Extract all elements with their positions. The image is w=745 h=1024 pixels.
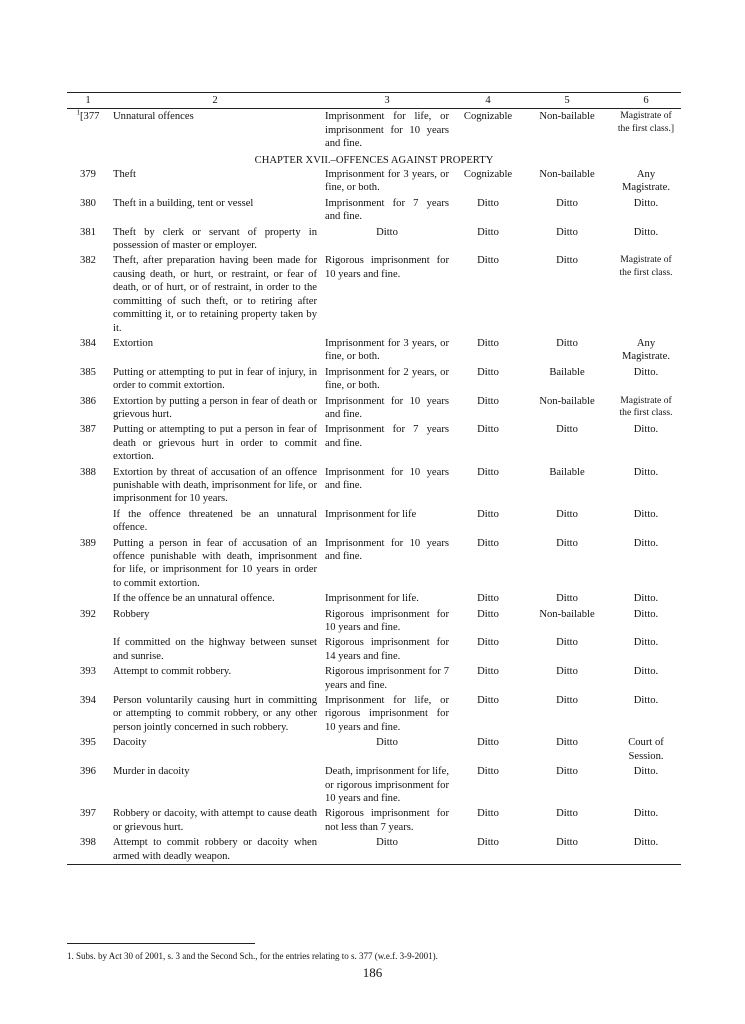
court-cell: Any Magistrate. — [622, 337, 670, 363]
cognizable-cell: Cognizable — [463, 111, 513, 123]
table-row — [67, 835, 681, 864]
punishment-cell: Death, imprisonment for life, or rigorous imprisonment for 10 years and fine. — [325, 766, 449, 804]
bailable-cell: Non-bailable — [539, 608, 595, 620]
court-cell: Ditto. — [633, 226, 659, 238]
punishment-cell: Imprisonment for 2 years, or fine, or both. — [325, 366, 449, 392]
cognizable-cell: Ditto — [477, 366, 499, 378]
punishment-cell: Rigorous imprisonment for 14 years and fine. — [325, 637, 449, 662]
court-cell: Magistrate of the first class. — [619, 394, 673, 419]
bailable-cell: Bailable — [549, 466, 585, 478]
bailable-cell: Ditto — [556, 808, 578, 820]
table-row — [67, 336, 681, 365]
punishment-cell: Rigorous imprisonment for 10 years and fine. — [325, 255, 449, 280]
punishment-cell: Rigorous imprisonment for not less than 7 years. — [325, 808, 449, 833]
offence-cell: Theft — [113, 169, 136, 181]
section-number: 379 — [80, 169, 96, 181]
punishment-cell: Imprisonment for 3 years, or fine, or both. — [325, 337, 449, 363]
table-row — [67, 591, 681, 606]
offence-cell: Dacoity — [113, 737, 147, 749]
schedule-page — [67, 92, 681, 865]
column-header-3: 3 — [321, 93, 453, 109]
section-number: 387 — [80, 424, 96, 436]
punishment-cell: Imprisonment for 3 years, or fine, or both. — [325, 169, 449, 194]
bailable-cell: Ditto — [556, 197, 578, 209]
cognizable-cell: Ditto — [477, 197, 499, 209]
bailable-cell: Non-bailable — [539, 169, 595, 181]
punishment-cell: Rigorous imprisonment for 7 years and fine. — [325, 666, 449, 691]
footnote: 1. Subs. by Act 30 of 2001, s. 3 and the Second Sch., for the entries relating to s. 377 (w.e.f. 3-9-2001). — [67, 951, 438, 961]
bailable-cell: Ditto — [556, 226, 578, 238]
cognizable-cell: Ditto — [477, 537, 499, 549]
cognizable-cell: Ditto — [477, 666, 499, 678]
section-number: 393 — [80, 666, 96, 678]
section-number: 395 — [80, 737, 96, 749]
court-cell: Ditto. — [633, 366, 659, 378]
table-row — [67, 253, 681, 335]
table-row — [67, 764, 681, 806]
offence-cell: Extortion by threat of accusation of an offence punishable with death, imprisonment for life, or imprisonment for 10 years. — [113, 466, 317, 505]
section-number: 380 — [80, 197, 96, 209]
offence-cell: If the offence threatened be an unnatural offence. — [113, 508, 317, 534]
section-number — [67, 635, 109, 664]
cognizable-cell: Ditto — [477, 226, 499, 238]
column-header-6: 6 — [611, 93, 681, 109]
table-row — [67, 735, 681, 764]
table-row — [67, 196, 681, 225]
bailable-cell: Ditto — [556, 666, 578, 678]
bailable-cell: Ditto — [556, 424, 578, 436]
section-number: 388 — [80, 466, 96, 478]
offences-table — [67, 92, 681, 865]
section-number: 392 — [80, 608, 96, 620]
offence-cell: Extortion by putting a person in fear of death or grievous hurt. — [113, 395, 317, 420]
table-row — [67, 607, 681, 636]
section-number: 394 — [80, 695, 96, 707]
offence-cell: Theft, after preparation having been made for causing death, or hurt, or restraint, or fear of death, or of hurt, or of restraint, in order to the committing of such theft, or to retiring after committing it, or to retaining property taken by it. — [113, 255, 317, 334]
cognizable-cell: Ditto — [477, 637, 499, 649]
section-number — [67, 109, 109, 152]
court-cell: Court of Session. — [628, 737, 664, 762]
section-number: 385 — [80, 366, 96, 378]
table-header — [67, 93, 681, 109]
bailable-cell: Ditto — [556, 637, 578, 649]
cognizable-cell: Ditto — [477, 695, 499, 707]
court-cell: Ditto. — [633, 695, 659, 707]
table-row — [67, 536, 681, 592]
court-cell: Magistrate of the first class.] — [617, 110, 675, 134]
offence-cell: Putting or attempting to put in fear of injury, in order to commit extortion. — [113, 366, 317, 392]
cognizable-cell: Ditto — [477, 593, 499, 605]
offence-cell: Murder in dacoity — [113, 766, 190, 778]
punishment-cell: Imprisonment for life, or imprisonment for 10 years and fine. — [325, 111, 449, 150]
chapter-heading-row — [67, 152, 681, 167]
table-row — [67, 365, 681, 394]
offence-cell: Robbery or dacoity, with attempt to cause death or grievous hurt. — [113, 808, 317, 833]
offence-cell: Robbery — [113, 608, 150, 620]
offence-cell: Attempt to commit robbery or dacoity when armed with deadly weapon. — [113, 837, 317, 862]
chapter-heading: CHAPTER XVII.–OFFENCES AGAINST PROPERTY — [254, 154, 494, 166]
column-header-5: 5 — [523, 93, 611, 109]
table-row — [67, 507, 681, 536]
court-cell: Ditto. — [633, 197, 659, 209]
punishment-cell: Ditto — [376, 226, 398, 238]
cognizable-cell: Ditto — [477, 837, 499, 849]
punishment-cell: Ditto — [376, 737, 398, 749]
bailable-cell: Ditto — [556, 337, 578, 349]
table-row — [67, 693, 681, 735]
offence-cell: Putting a person in fear of accusation of an offence punishable with death, imprisonment for life, or imprisonment for 10 years in order to commit extortion. — [113, 537, 317, 589]
offence-cell: Person voluntarily causing hurt in committing or attempting to commit robbery, or any other person jointly concerned in such robbery. — [113, 695, 317, 733]
section-number: 382 — [80, 255, 96, 267]
court-cell: Ditto. — [633, 537, 659, 549]
punishment-cell: Imprisonment for life, or rigorous imprisonment for 10 years and fine. — [325, 695, 449, 733]
section-number — [67, 507, 109, 536]
offence-cell: If committed on the highway between sunset and sunrise. — [113, 637, 317, 662]
section-number: 397 — [80, 808, 96, 820]
court-cell: Ditto. — [633, 424, 659, 436]
cognizable-cell: Cognizable — [463, 169, 513, 181]
bailable-cell: Ditto — [556, 695, 578, 707]
bailable-cell: Non-bailable — [539, 395, 595, 407]
court-cell: Magistrate of the first class. — [619, 254, 673, 279]
table-row — [67, 635, 681, 664]
punishment-cell: Imprisonment for 10 years and fine. — [325, 537, 449, 562]
section-number: 389 — [80, 537, 96, 549]
section-number: 381 — [80, 226, 96, 238]
offence-cell: If the offence be an unnatural offence. — [113, 593, 275, 605]
bailable-cell: Ditto — [556, 255, 578, 267]
punishment-cell: Imprisonment for life. — [325, 593, 419, 605]
cognizable-cell: Ditto — [477, 737, 499, 749]
section-number: 398 — [80, 837, 96, 849]
court-cell: Ditto. — [633, 593, 659, 605]
cognizable-cell: Ditto — [477, 395, 499, 407]
column-header-1: 1 — [67, 93, 109, 109]
offence-cell: Theft in a building, tent or vessel — [113, 197, 254, 209]
section-number-text: [377 — [80, 111, 100, 123]
court-cell: Ditto. — [633, 808, 659, 820]
section-number — [67, 591, 109, 606]
table-row — [67, 167, 681, 196]
punishment-cell: Imprisonment for 7 years and fine. — [325, 197, 449, 223]
section-number: 396 — [80, 766, 96, 778]
cognizable-cell: Ditto — [477, 808, 499, 820]
table-row — [67, 394, 681, 423]
table-row — [67, 422, 681, 464]
court-cell: Ditto. — [633, 666, 659, 678]
punishment-cell: Imprisonment for life — [325, 508, 417, 520]
court-cell: Ditto. — [633, 766, 659, 778]
punishment-cell: Imprisonment for 7 years and fine. — [325, 424, 449, 449]
bailable-cell: Ditto — [556, 593, 578, 605]
cognizable-cell: Ditto — [477, 424, 499, 436]
offence-cell: Putting or attempting to put a person in fear of death or grievous hurt in order to commit extortion. — [113, 424, 317, 463]
column-header-4: 4 — [453, 93, 523, 109]
court-cell: Any Magistrate. — [622, 169, 670, 194]
bailable-cell: Bailable — [549, 366, 585, 378]
cognizable-cell: Ditto — [477, 337, 499, 349]
bailable-cell: Ditto — [556, 508, 578, 520]
footnote-rule — [67, 943, 255, 944]
cognizable-cell: Ditto — [477, 608, 499, 620]
table-row — [67, 109, 681, 152]
table-body — [67, 109, 681, 865]
cognizable-cell: Ditto — [477, 508, 499, 520]
cognizable-cell: Ditto — [477, 466, 499, 478]
bailable-cell: Non-bailable — [539, 111, 595, 123]
offence-cell: Extortion — [113, 337, 154, 349]
punishment-cell: Rigorous imprisonment for 10 years and fine. — [325, 608, 449, 634]
court-cell: Ditto. — [633, 837, 659, 849]
section-number: 386 — [80, 395, 96, 407]
bailable-cell: Ditto — [556, 737, 578, 749]
cognizable-cell: Ditto — [477, 255, 499, 267]
table-row — [67, 664, 681, 693]
table-row — [67, 465, 681, 507]
offence-cell: Attempt to commit robbery. — [113, 666, 232, 678]
footnote-marker: 1 — [76, 108, 81, 117]
punishment-cell: Ditto — [376, 837, 398, 849]
bailable-cell: Ditto — [556, 766, 578, 778]
section-number: 384 — [80, 337, 96, 349]
table-row — [67, 225, 681, 254]
offence-cell: Theft by clerk or servant of property in possession of master or employer. — [113, 226, 317, 252]
bailable-cell: Ditto — [556, 837, 578, 849]
offence-cell: Unnatural offences — [113, 111, 194, 123]
page-number: 186 — [362, 965, 383, 980]
court-cell: Ditto. — [633, 637, 659, 649]
court-cell: Ditto. — [633, 508, 659, 520]
punishment-cell: Imprisonment for 10 years and fine. — [325, 466, 449, 491]
bailable-cell: Ditto — [556, 537, 578, 549]
column-header-2: 2 — [109, 93, 321, 109]
cognizable-cell: Ditto — [477, 766, 499, 778]
table-row — [67, 806, 681, 835]
court-cell: Ditto. — [633, 608, 659, 620]
court-cell: Ditto. — [633, 466, 659, 478]
punishment-cell: Imprisonment for 10 years and fine. — [325, 395, 449, 420]
